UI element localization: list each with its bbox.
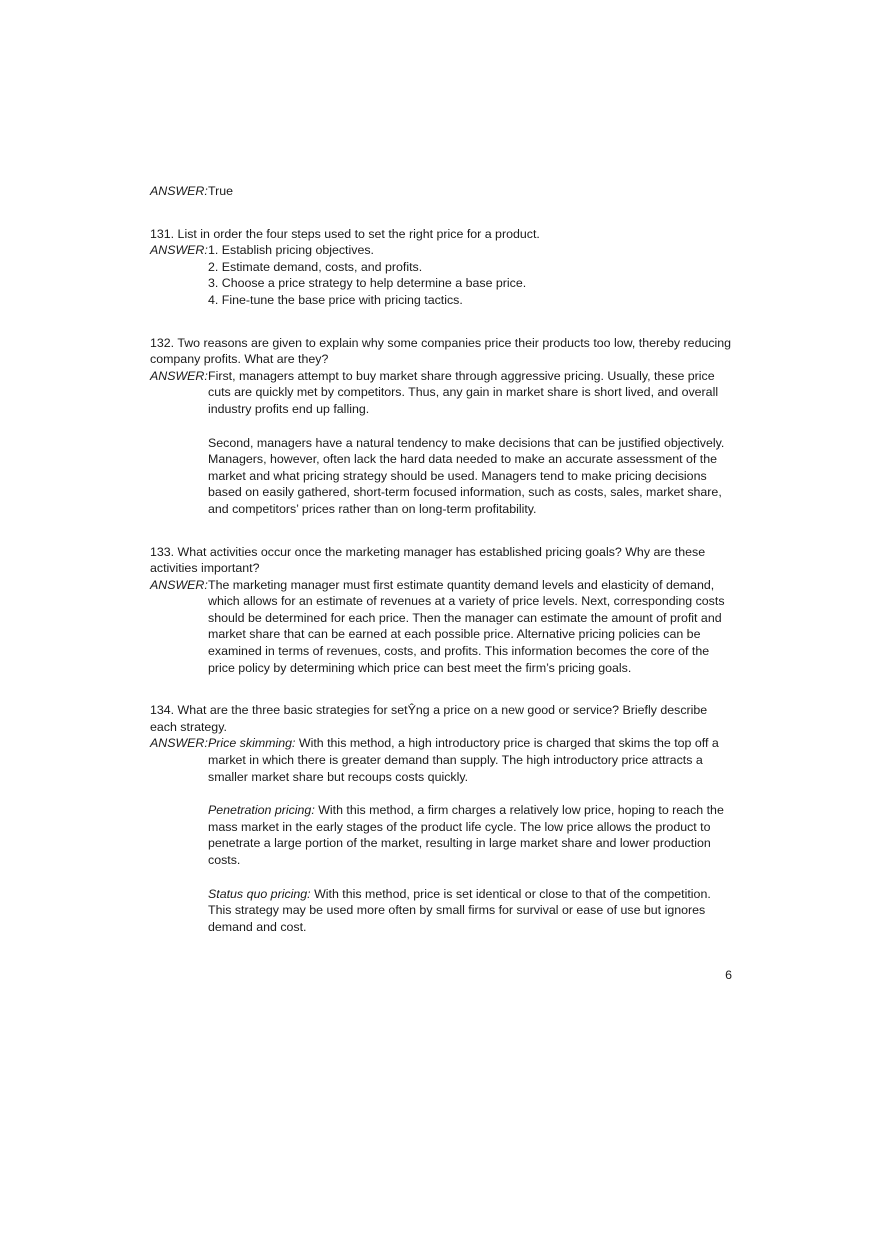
answer-133-text: The marketing manager must first estimate quantity demand levels and elasticity of demand, which allows for an estimate of revenues at a variety of price levels. Next, corresponding costs should be determined for each price. Then the manager can estimate the amount of profit and market share that can be earned at each possible price. Alternative pricing policies can be examined in terms of revenues, costs, and profits. This information becomes the core of the price policy by determining which price can best meet the firm’s pricing goals. [208, 577, 725, 675]
strategy-price-skimming [208, 735, 734, 785]
question-132: 132. Two reasons are given to explain why some companies price their products too low, thereby reducing company profits. What are they? [150, 335, 732, 367]
question-133: 133. What activities occur once the marketing manager has established pricing goals? Why are these activities important? [150, 544, 706, 576]
answer-134 [150, 735, 734, 935]
answer-130 [150, 183, 734, 200]
strategy-text: With this method, a high introductory price is charged that skims the top off a market in which there is greater demand than supply. The high introductory price attracts a smaller market share but recoups costs quickly. [208, 736, 719, 784]
question-134: 134. What are the three basic strategies for setŶng a price on a new good or service? Briefly describe each strategy. [150, 703, 708, 734]
strategy-penetration-pricing [208, 802, 734, 868]
step-4: 4. Fine-tune the base price with pricing tactics. [208, 292, 463, 307]
strategy-text: With this method, a firm charges a relatively low price, hoping to reach the mass market in the early stages of the product life cycle. The low price allows the product to penetrate a large portion of the market, resulting in large market share and lower production costs. [208, 803, 724, 867]
answer-label: ANSWER: [150, 577, 208, 592]
answer-132 [150, 368, 734, 518]
document-page [150, 183, 734, 935]
answer-133 [150, 577, 734, 677]
answer-label: ANSWER: [150, 736, 208, 751]
answer-label: ANSWER: [150, 243, 208, 258]
step-2: 2. Estimate demand, costs, and profits. [208, 259, 423, 274]
strategy-name: Penetration pricing: [208, 803, 315, 818]
answer-text: True [208, 184, 234, 198]
answer-132-para-2: Second, managers have a natural tendency to make decisions that can be justified objectively. Managers, however, often lack the hard data needed to make an accurate assessment of the market and what pricing strategy should be used. Managers tend to make pricing decisions based on easily gathered, short-term focused information, such as costs, sales, market share, and competitors’ prices rather than on long-term profitability. [208, 435, 725, 516]
step-1: 1. Establish pricing objectives. [208, 243, 374, 258]
answer-label: ANSWER: [150, 184, 208, 198]
answer-131 [150, 242, 734, 308]
answer-132-para-1: First, managers attempt to buy market share through aggressive pricing. Usually, these price cuts are quickly met by competitors. Thus, any gain in market share is short lived, and overall industry profits end up falling. [208, 368, 719, 416]
strategy-name: Status quo pricing: [208, 886, 311, 901]
strategy-name: Price skimming: [208, 736, 296, 751]
answer-label: ANSWER: [150, 368, 208, 383]
question-131: 131. List in order the four steps used to set the right price for a product. [150, 226, 540, 241]
strategy-status-quo-pricing [208, 886, 734, 936]
page-number: 6 [725, 968, 732, 982]
step-3: 3. Choose a price strategy to help determine a base price. [208, 276, 527, 291]
strategy-text: With this method, price is set identical or close to that of the competition. This strategy may be used more often by small firms for survival or ease of use but ignores demand and cost. [208, 886, 711, 934]
